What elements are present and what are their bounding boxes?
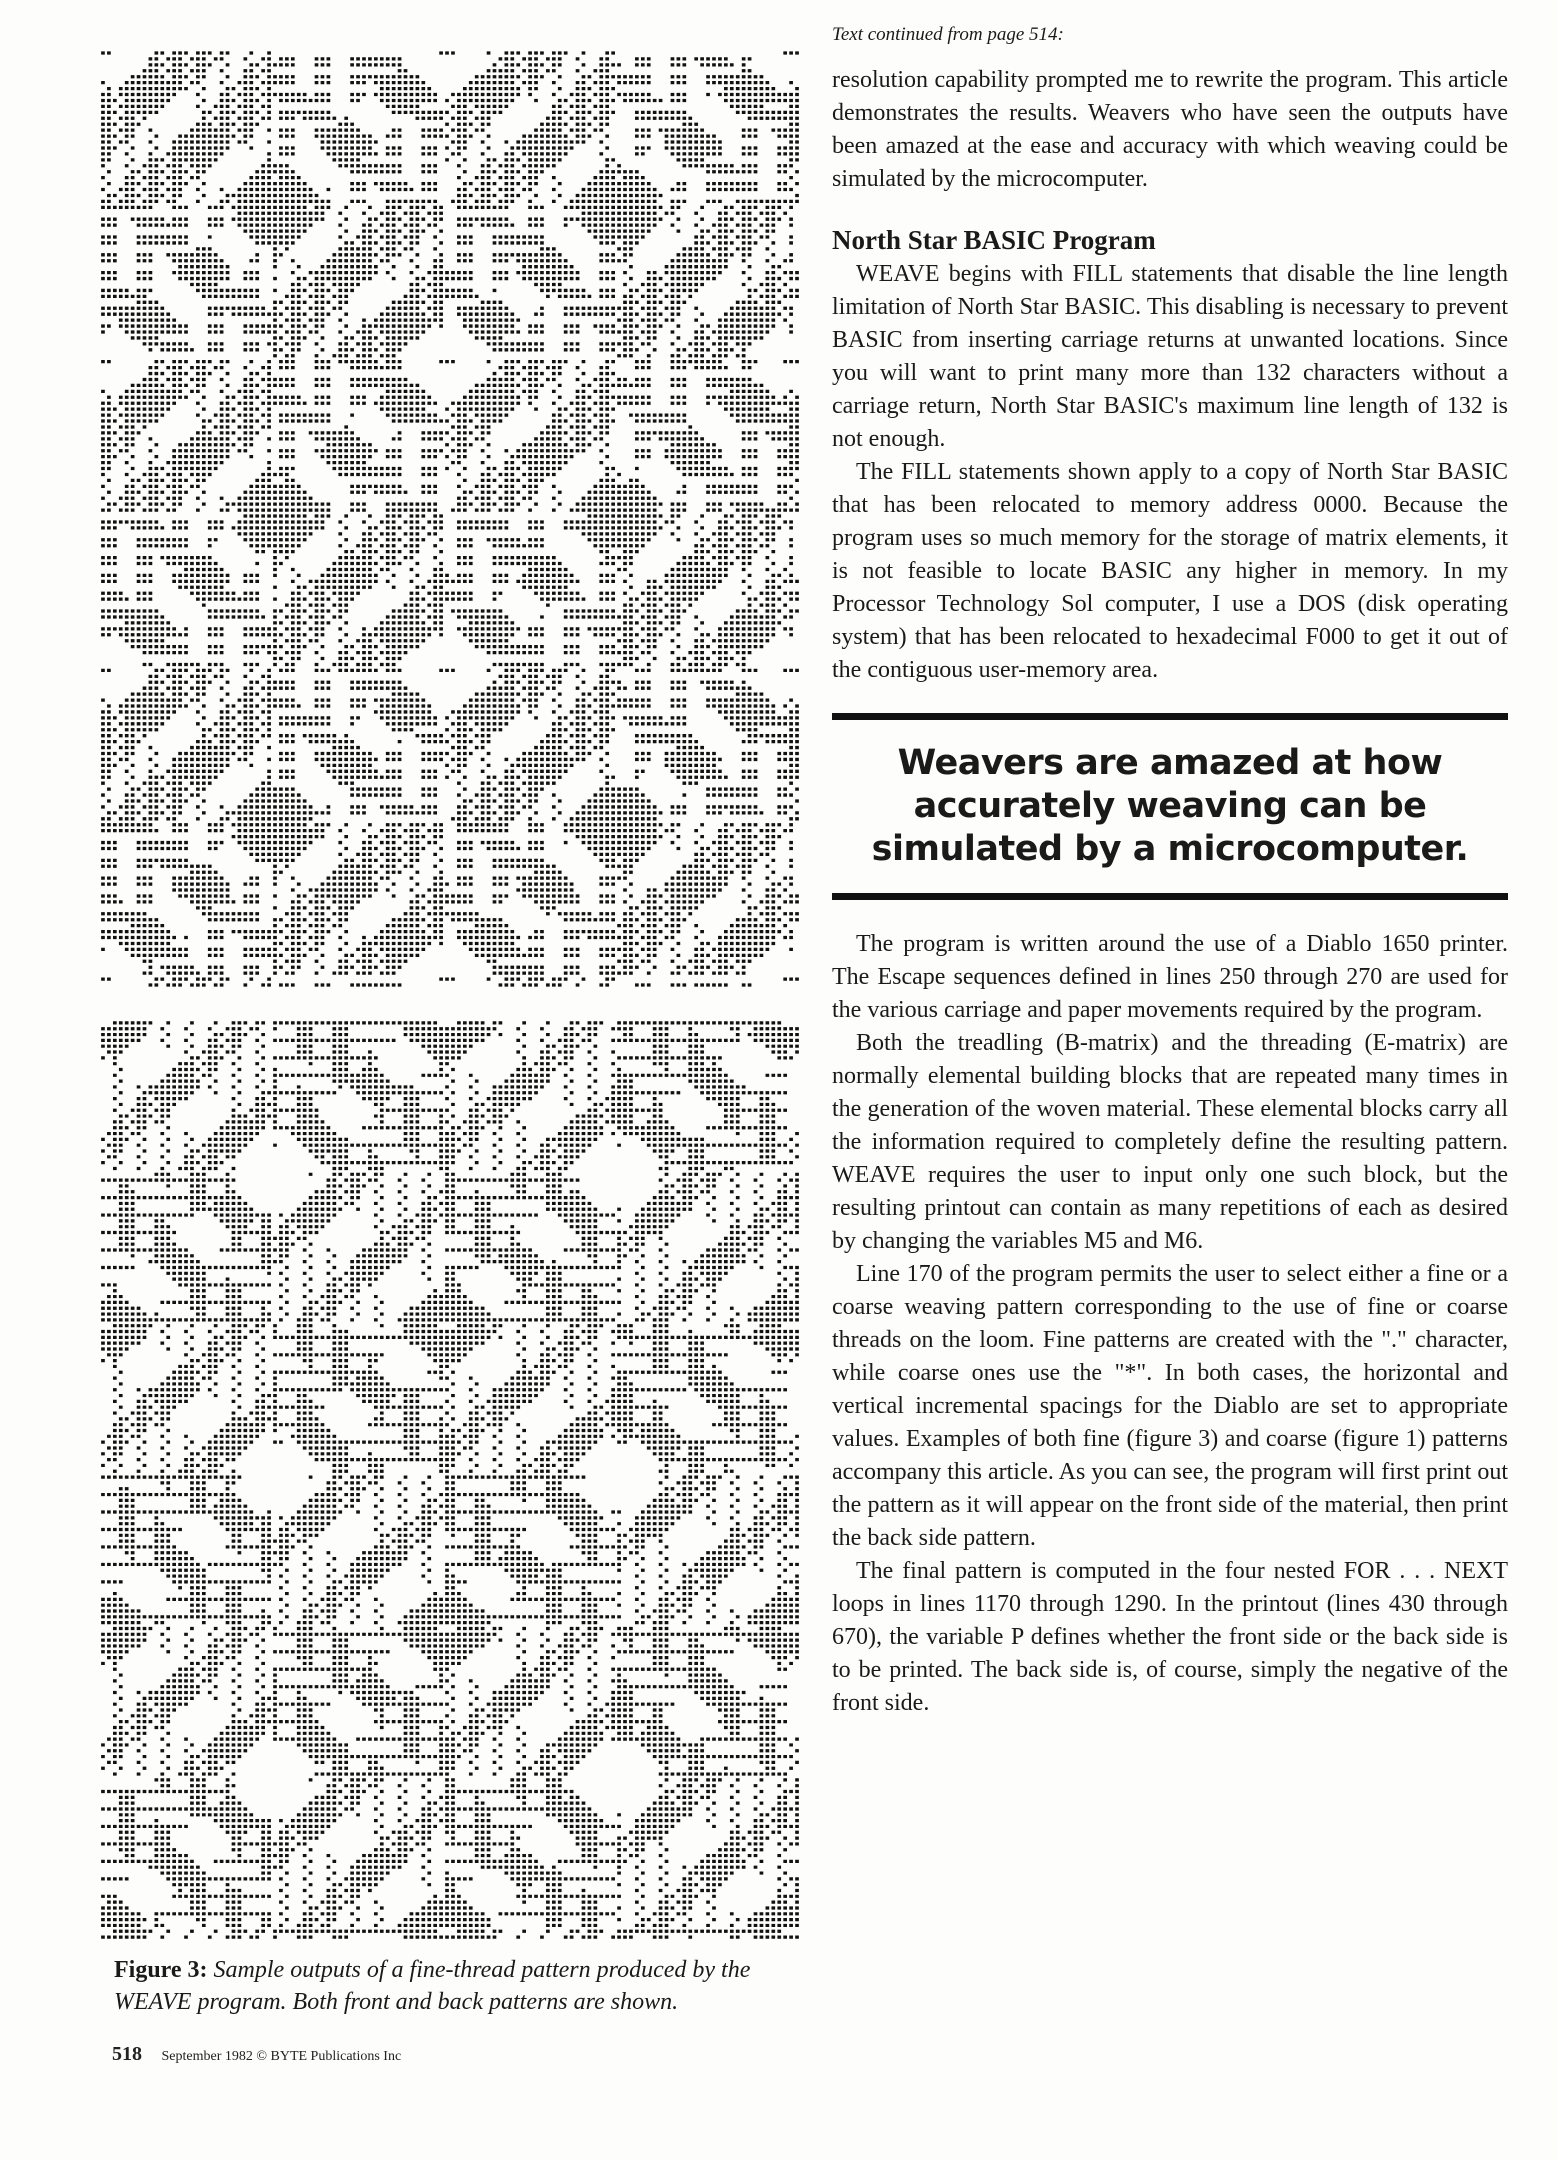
body-paragraph: The final pattern is computed in the four nested FOR . . . NEXT loops in lines 1170 through 1290. In the printout (lines 430 through 670), the variable P defines whether the front side or the back side is to be printed. The back side is, of course, simply the negative of the front side. xyxy=(832,1558,1508,1716)
pattern-front-graphic xyxy=(100,50,800,988)
pullquote-text: Weavers are amazed at how accurately weaving can be simulated by a microcomputer. xyxy=(871,743,1469,869)
figure-caption-text: Sample outputs of a fine-thread pattern produced by the WEAVE program. Both front and back patterns are shown. xyxy=(114,1957,751,2015)
page-number: 518 xyxy=(112,2043,142,2065)
section-paragraph: WEAVE begins with FILL statements that disable the line length limitation of North Star BASIC. This disabling is necessary to prevent BASIC from inserting carriage returns at unwanted locations. Since you will want to print many more than 132 characters without a carriage return, North Star BASIC's maximum line length of 132 is not enough. xyxy=(832,261,1508,452)
weave-pattern-front xyxy=(100,50,800,988)
footer-text: September 1982 © BYTE Publications Inc xyxy=(161,2049,402,2064)
article-text-column xyxy=(832,24,1508,1720)
pullquote-bottom-rule xyxy=(832,893,1508,900)
figure-label: Figure 3: xyxy=(114,1957,208,1983)
figure-caption xyxy=(114,1954,804,2018)
pullquote xyxy=(832,713,1508,900)
pattern-back-graphic xyxy=(100,1020,800,1940)
pullquote-top-rule xyxy=(832,713,1508,720)
weave-dots xyxy=(101,1021,799,1938)
weave-dots xyxy=(101,51,799,986)
body-paragraph: The program is written around the use of a Diablo 1650 printer. The Escape sequences defined in lines 250 through 270 are used for the various carriage and paper movements required by the program. xyxy=(832,931,1508,1023)
section-heading: North Star BASIC Program xyxy=(832,225,1156,255)
body-paragraph: Line 170 of the program permits the user to select either a fine or a coarse weaving pattern corresponding to the use of fine or coarse threads on the loom. Fine patterns are created with the "." character, while coarse ones use the "*". In both cases, the horizontal and vertical incremental spacings for the Diablo are set to appropriate values. Examples of both fine (figure 3) and coarse (figure 1) patterns accompany this article. As you can see, the program will first print out the pattern as it will appear on the front side of the material, then print the back side pattern. xyxy=(832,1261,1508,1551)
figure-3 xyxy=(100,50,800,2018)
section-paragraph: The FILL statements shown apply to a copy of North Star BASIC that has been relocated to memory address 0000. Because the program uses so much memory for the storage of matrix elements, it is not feasible to locate BASIC any higher in memory. In my Processor Technology Sol computer, I use a DOS (disk operating system) that has been relocated to hexadecimal F000 to get it out of the contiguous user-memory area. xyxy=(832,459,1508,683)
weave-pattern-back xyxy=(100,1020,800,1940)
continued-note: Text continued from page 514: xyxy=(832,24,1064,45)
intro-paragraph: resolution capability prompted me to rewrite the program. This article demonstrates the results. Weavers who have seen the outputs have been amazed at the ease and accuracy with which weaving could be simulated by the microcomputer. xyxy=(832,67,1508,192)
page-footer xyxy=(112,2043,401,2066)
body-paragraph: Both the treadling (B-matrix) and the threading (E-matrix) are normally elemental building blocks that are repeated many times in the generation of the woven material. These elemental blocks carry all the information required to completely define the resulting pattern. WEAVE requires the user to input only one such block, but the resulting printout can contain as many repetitions of each as desired by changing the variables M5 and M6. xyxy=(832,1030,1508,1254)
